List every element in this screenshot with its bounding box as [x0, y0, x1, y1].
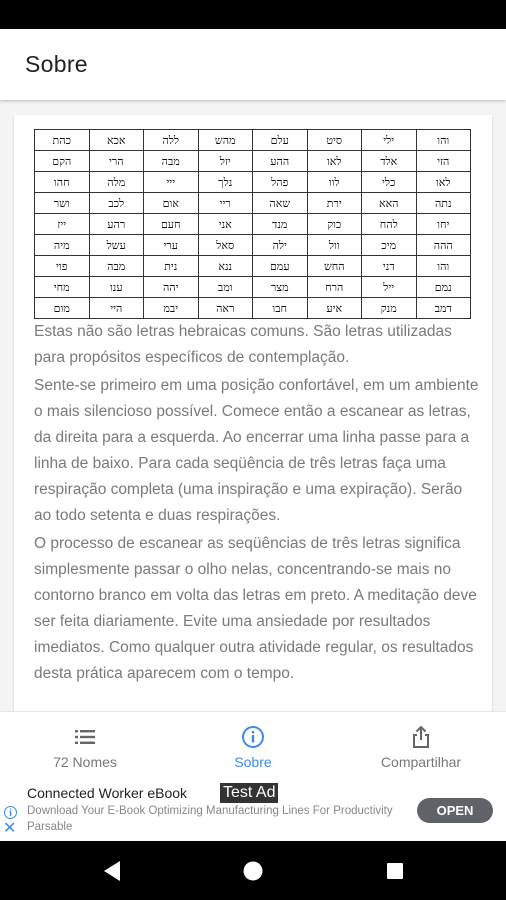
grid-cell: והו: [416, 256, 471, 277]
grid-cell: סיט: [307, 130, 362, 151]
info-icon[interactable]: i: [4, 806, 17, 819]
grid-cell: חבו: [253, 298, 308, 319]
grid-cell: מהש: [198, 130, 253, 151]
grid-cell: מלה: [89, 172, 144, 193]
grid-row: [35, 214, 471, 235]
grid-cell: אום: [144, 193, 199, 214]
grid-cell: הזי: [416, 151, 471, 172]
grid-cell: יזל: [198, 151, 253, 172]
grid-cell: ראה: [198, 298, 253, 319]
grid-cell: לאו: [416, 172, 471, 193]
grid-cell: איע: [307, 298, 362, 319]
grid-cell: כהת: [35, 130, 90, 151]
system-navigation-bar: [0, 841, 506, 900]
grid-cell: לכב: [89, 193, 144, 214]
page-title: Sobre: [25, 51, 88, 77]
grid-cell: מבה: [144, 151, 199, 172]
grid-cell: היי: [89, 298, 144, 319]
grid-cell: ושר: [35, 193, 90, 214]
test-ad-badge: Test Ad: [220, 783, 278, 803]
back-icon[interactable]: [98, 841, 128, 900]
grid-cell: פוי: [35, 256, 90, 277]
grid-row: [35, 235, 471, 256]
grid-cell: יבמ: [144, 298, 199, 319]
grid-cell: שאה: [253, 193, 308, 214]
grid-cell: נית: [144, 256, 199, 277]
grid-cell: נלך: [198, 172, 253, 193]
home-icon[interactable]: [238, 841, 268, 900]
grid-cell: עשל: [89, 235, 144, 256]
close-icon[interactable]: ✕: [3, 820, 17, 837]
grid-cell: לוו: [307, 172, 362, 193]
ad-banner[interactable]: [0, 781, 506, 841]
nav-label: 72 Nomes: [53, 754, 117, 770]
grid-cell: ילי: [362, 130, 417, 151]
grid-cell: ייי: [144, 172, 199, 193]
list-icon: [72, 724, 98, 750]
names-grid: [34, 129, 471, 319]
grid-cell: מנד: [253, 214, 308, 235]
about-card: [14, 115, 492, 711]
grid-cell: מבה: [89, 256, 144, 277]
grid-cell: מיה: [35, 235, 90, 256]
grid-cell: ייז: [35, 214, 90, 235]
ad-description: Download Your E-Book Optimizing Manufacturing Lines For Productivity Parsable: [27, 805, 393, 833]
grid-cell: מצר: [253, 277, 308, 298]
nav-item-72-nomes[interactable]: [0, 712, 170, 781]
grid-cell: ההע: [253, 151, 308, 172]
grid-cell: הרח: [307, 277, 362, 298]
content-scroll-area[interactable]: [0, 100, 506, 711]
grid-cell: ירת: [307, 193, 362, 214]
status-bar: [0, 0, 506, 29]
grid-cell: יהה: [144, 277, 199, 298]
nav-item-compartilhar[interactable]: [336, 712, 506, 781]
recents-icon[interactable]: [380, 841, 410, 900]
grid-row: [35, 130, 471, 151]
grid-cell: ייל: [362, 277, 417, 298]
grid-cell: עמם: [253, 256, 308, 277]
grid-cell: כלי: [362, 172, 417, 193]
paragraph: Sente-se primeiro em uma posição confortável, em um ambiente o mais silencioso possível. Comece então a escanear as letras, da direita para a esquerda. Ao encerrar uma linha passe para a linha de baixo. Para cada seqüência de três letras faça uma respiração completa (uma inspiração e uma expiração). Serão ao todo setenta e duas respirações.: [34, 377, 479, 524]
grid-cell: יחו: [416, 214, 471, 235]
grid-cell: ערי: [144, 235, 199, 256]
grid-cell: ענו: [89, 277, 144, 298]
grid-row: [35, 298, 471, 319]
grid-cell: סאל: [198, 235, 253, 256]
grid-row: [35, 277, 471, 298]
paragraph: O processo de escanear as seqüências de três letras significa simplesmente passar o olho nelas, concentrando-se mais no contorno branco em volta das letras em preto. A meditação deve ser feita diariamente. Evite uma ansiedade por resultados imediatos. Como qualquer outra atividade regular, os resultados desta prática aparecem com o tempo.: [34, 535, 477, 682]
grid-cell: להח: [362, 214, 417, 235]
names-grid-image: [34, 129, 471, 315]
grid-cell: פהל: [253, 172, 308, 193]
grid-cell: ללה: [144, 130, 199, 151]
app-window: [0, 29, 506, 781]
grid-row: [35, 151, 471, 172]
grid-cell: אני: [198, 214, 253, 235]
nav-label: Sobre: [234, 754, 272, 770]
about-text: [34, 319, 480, 689]
grid-cell: מום: [35, 298, 90, 319]
nav-item-sobre[interactable]: [170, 712, 336, 781]
grid-cell: אלד: [362, 151, 417, 172]
grid-cell: ההה: [416, 235, 471, 256]
grid-row: [35, 172, 471, 193]
grid-cell: וול: [307, 235, 362, 256]
grid-cell: הרי: [89, 151, 144, 172]
grid-cell: חעם: [144, 214, 199, 235]
grid-cell: האא: [362, 193, 417, 214]
ad-title: Connected Worker eBook: [27, 785, 188, 801]
bottom-navigation: [0, 711, 506, 781]
share-icon: [408, 724, 434, 750]
grid-cell: ומב: [198, 277, 253, 298]
app-bar: [0, 29, 506, 100]
grid-cell: ננא: [198, 256, 253, 277]
grid-cell: חהו: [35, 172, 90, 193]
grid-cell: עלם: [253, 130, 308, 151]
grid-cell: מנק: [362, 298, 417, 319]
info-icon: [240, 724, 266, 750]
grid-cell: לאו: [307, 151, 362, 172]
nav-label: Compartilhar: [380, 754, 462, 770]
grid-cell: נמם: [416, 277, 471, 298]
grid-cell: והו: [416, 130, 471, 151]
open-button[interactable]: OPEN: [417, 798, 493, 823]
grid-cell: דני: [362, 256, 417, 277]
grid-cell: ילה: [253, 235, 308, 256]
grid-cell: הקם: [35, 151, 90, 172]
grid-cell: החש: [307, 256, 362, 277]
grid-cell: ריי: [198, 193, 253, 214]
grid-cell: מיכ: [362, 235, 417, 256]
grid-row: [35, 256, 471, 277]
paragraph: Estas não são letras hebraicas comuns. São letras utilizadas para propósitos específicos de contemplação.: [34, 323, 452, 366]
grid-cell: רהע: [89, 214, 144, 235]
grid-cell: מחי: [35, 277, 90, 298]
grid-row: [35, 193, 471, 214]
grid-cell: אכא: [89, 130, 144, 151]
grid-cell: כוק: [307, 214, 362, 235]
grid-cell: נתה: [416, 193, 471, 214]
grid-cell: דמב: [416, 298, 471, 319]
